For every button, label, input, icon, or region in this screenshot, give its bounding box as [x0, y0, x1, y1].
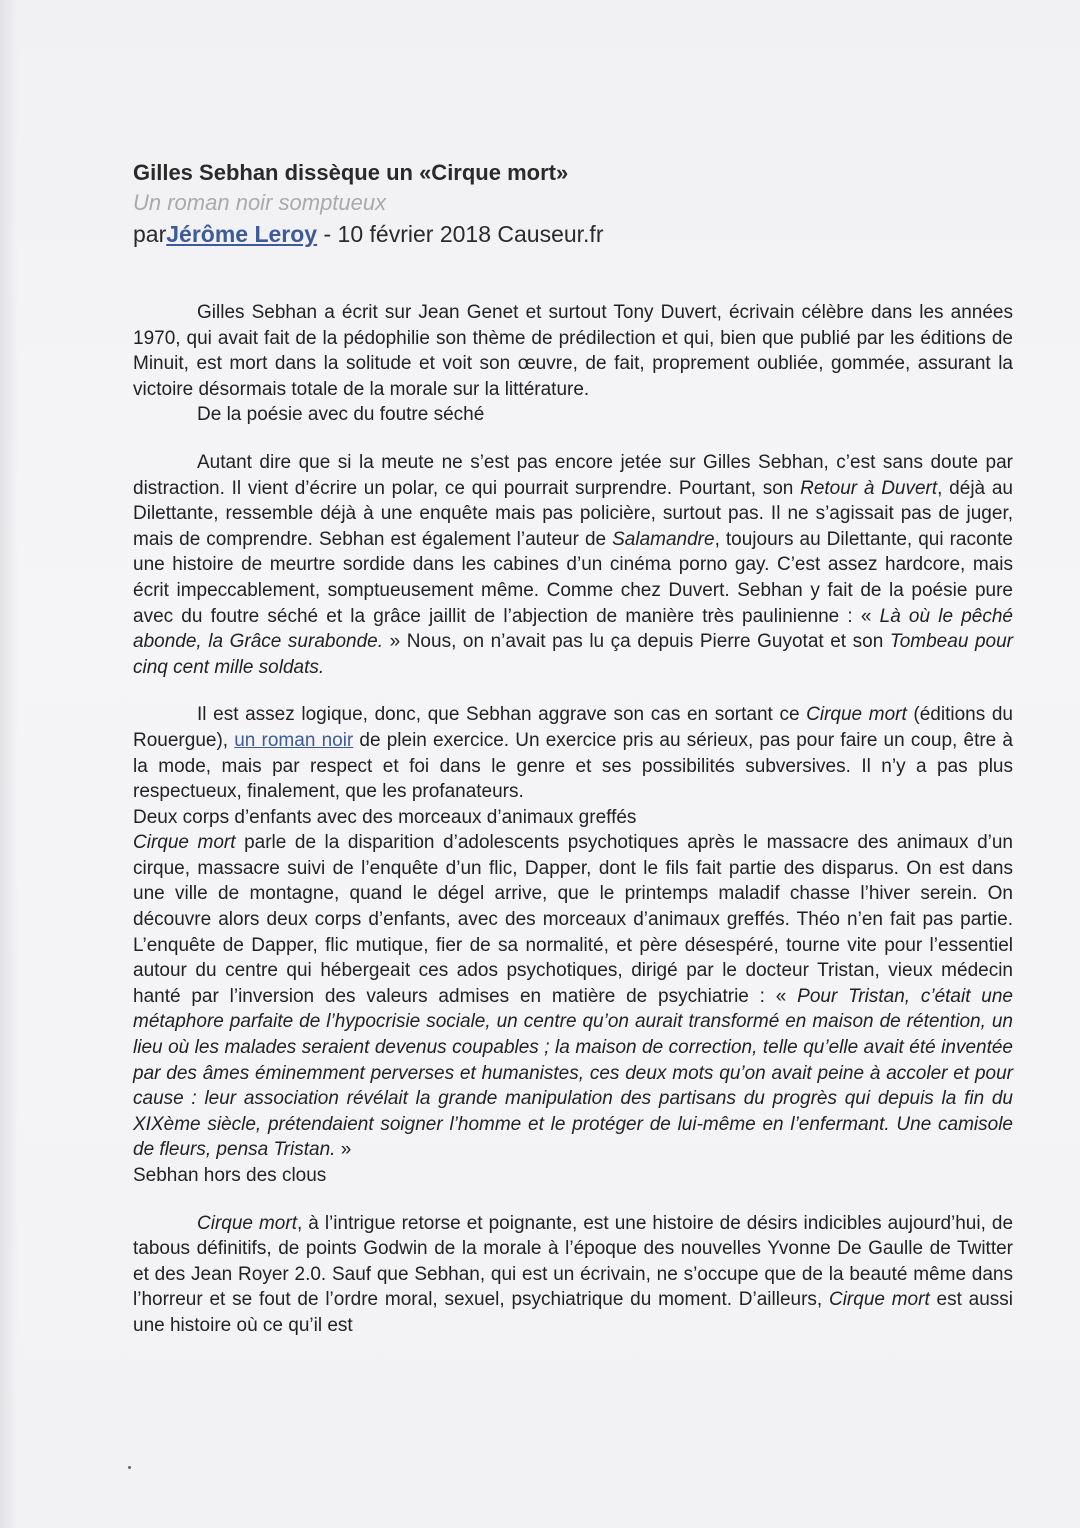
byline-prefix: par [133, 221, 167, 247]
italic-title: Tombeau pour cinq cent mille soldats. [133, 631, 1013, 678]
text-run: de plein exercice. Un exercice pris au sérieux, pas pour faire un coup, être à la mode, mais par respect et foi dans le genre et ses possibilités subversives. Il n’y a pas plus respectueux, finalement, que les profanateurs. [133, 729, 1013, 803]
subheading-deux-corps: Deux corps d’enfants avec des morceaux d’animaux greffés [133, 806, 637, 828]
article [133, 158, 1013, 1339]
article-body [133, 300, 1013, 1339]
paragraph-gap [133, 680, 1013, 702]
article-subtitle: Un roman noir somptueux [133, 190, 387, 215]
italic-quote: Là où le pêché abonde, la Grâce surabonde. [133, 605, 1013, 653]
italic-quote: Pour Tristan, c’était une métaphore parfaite de l’hypocrisie sociale, un centre qu’on aurait transformé en maison de rétention, un lieu où les malades seraient devenus coupables ; la maison de correction, telle qu’elle avait été inventée par des âmes éminemment perverses et humanistes, ces deux mots qu’on avait peine à accoler et pour cause : leur association révélait la grande manipulation des partisans du progrès qui depuis la fin du XIXème siècle, prétendaient soigner l’homme et le protéger de lui-même en l’enfermant. Une camisole de fleurs, pensa Tristan. [133, 985, 1013, 1161]
article-title: Gilles Sebhan dissèque un «Cirque mort» [133, 160, 569, 185]
text-run: , déjà au Dilettante, ressemble déjà à une enquête mais pas policière, surtout pas. Il ne s’agissait pas de juger, mais de comprendre. Sebhan est également l’auteur de [133, 477, 1013, 550]
author-link[interactable]: Jérôme Leroy [166, 221, 318, 247]
paragraph-5 [133, 1211, 1013, 1339]
paragraph-2 [133, 450, 1013, 680]
italic-title: Retour à Duvert [800, 477, 938, 499]
paragraph-gap [133, 428, 1013, 450]
text-run: Il est assez logique, donc, que Sebhan aggrave son cas en sortant ce [197, 704, 807, 726]
text-run: est aussi une histoire où ce qu’il est [133, 1289, 1013, 1336]
subheading-hors-des-clous: Sebhan hors des clous [133, 1165, 327, 1186]
paragraph-4 [133, 830, 1013, 1163]
italic-title: Cirque mort [806, 704, 907, 726]
byline [133, 218, 1013, 250]
italic-title: Cirque mort [828, 1289, 930, 1311]
text-run: (éditions du Rouergue), [133, 704, 1013, 751]
roman-noir-link[interactable]: un roman noir [234, 729, 354, 751]
scan-edge-shadow [0, 0, 18, 1528]
text-run: , à l’intrigue retorse et poignante, est une histoire de désirs indicibles aujourd’hui, de tabous définitifs, de points Godwin de la morale à l’époque des nouvelles Yvonne De Gaulle de Twitter et des Jean Royer 2.0. Sauf que Sebhan, qui est un écrivain, ne s’occupe que de la beauté même dans l’horreur et se fout de l’ordre moral, sexuel, psychiatrique du moment. D’ailleurs, [133, 1212, 1014, 1311]
italic-title: Cirque mort [133, 832, 236, 854]
scan-speck [128, 1466, 131, 1469]
byline-date-source: - 10 février 2018 Causeur.fr [317, 221, 604, 247]
paragraph-1: Gilles Sebhan a écrit sur Jean Genet et surtout Tony Duvert, écrivain célèbre dans les années 1970, qui avait fait de la pédophilie son thème de prédilection et qui, bien que publié par les éditions de Minuit, est mort dans la solitude et voit son œuvre, de fait, proprement oubliée, gommée, assurant la victoire désormais totale de la morale sur la littérature. [133, 302, 1013, 400]
text-run: parle de la disparition d’adolescents psychotiques après le massacre des animaux d’un cirque, massacre suivi de l’enquête d’un flic, Dapper, dont le fils fait partie des disparus. On est dans une ville de montagne, quand le dégel arrive, que le printemps maladif chasse l’hiver serein. On découvre alors deux corps d’enfants, avec des morceaux d’animaux greffés. Théo n’en fait pas partie. L’enquête de Dapper, flic mutique, fier de sa normalité, et père désespéré, tourne vite pour l’essentiel autour du centre qui hébergeait ces ados psychotiques, dirigé par le docteur Tristan, vieux médecin hanté par l’inversion des valeurs admises en matière de psychiatrie : « [133, 832, 1014, 1007]
paragraph-3 [133, 702, 1013, 804]
paragraph-gap [133, 1189, 1013, 1211]
text-run: Autant dire que si la meute ne s’est pas encore jetée sur Gilles Sebhan, c’est sans doute par distraction. Il vient d’écrire un polar, ce qui pourrait surprendre. Pourtant, son [133, 451, 1013, 499]
italic-title: Cirque mort [197, 1212, 297, 1234]
text-run: » Nous, on n’avait pas lu ça depuis Pierre Guyotat et son [383, 631, 890, 653]
italic-title: Salamandre [612, 528, 715, 550]
text-run: , toujours au Dilettante, qui raconte une histoire de meurtre sordide dans les cabines d’un cinéma porno gay. C’est assez hardcore, mais écrit impeccablement, somptueusement même. Comme chez Duvert. Sebhan y fait de la poésie pure avec du foutre séché et la grâce jaillit de l’abjection de manière très paulinienne : « [133, 528, 1013, 627]
text-run: » [335, 1139, 352, 1161]
subheading-poesie: De la poésie avec du foutre séché [197, 404, 485, 426]
